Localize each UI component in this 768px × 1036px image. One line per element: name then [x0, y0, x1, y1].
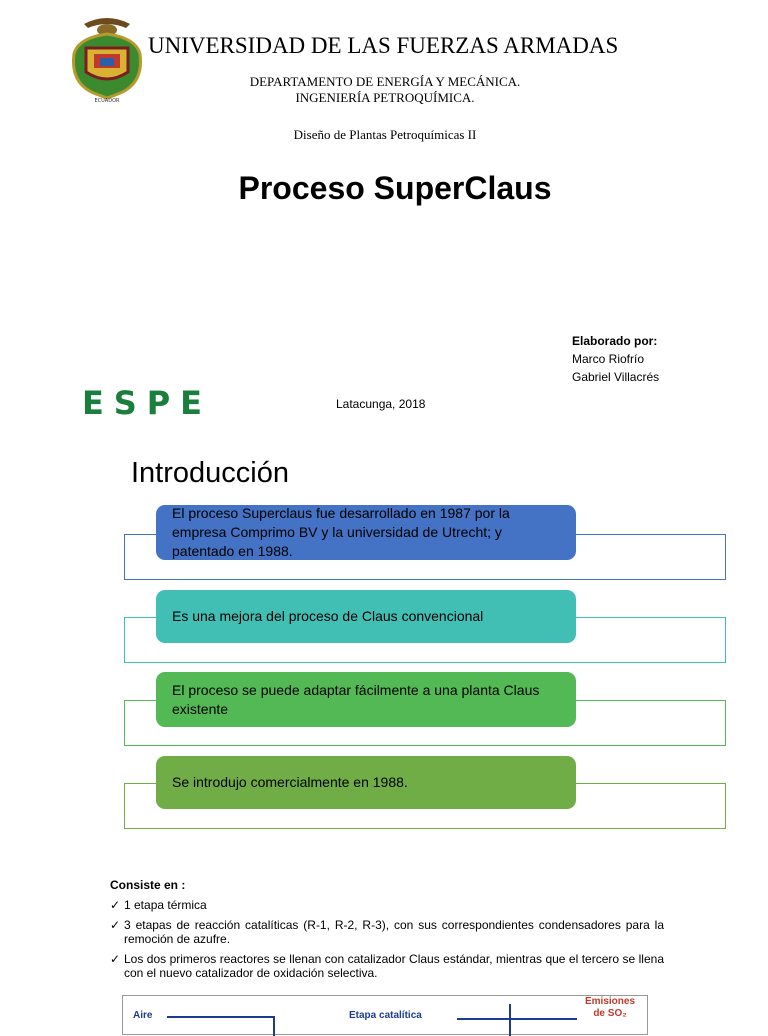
consists-label: Consiste en :	[110, 878, 186, 892]
intro-item-text: Se introdujo comercialmente en 1988.	[172, 774, 408, 790]
author-name: Gabriel Villacrés	[572, 370, 660, 384]
process-diagram	[122, 995, 648, 1035]
list-item-text: Los dos primeros reactores se llenan con catalizador Claus estándar, mientras que el tercero se llena con el nuevo catalizador de oxidación selectiva.	[124, 952, 664, 980]
list-item-text: 1 etapa térmica	[124, 898, 207, 912]
list-item	[110, 918, 664, 946]
list-item	[110, 952, 664, 980]
check-icon: ✓	[110, 898, 121, 912]
course-name: Diseño de Plantas Petroquímicas II	[293, 127, 477, 142]
flow-line	[167, 1016, 275, 1018]
check-icon: ✓	[110, 952, 121, 966]
intro-item	[156, 672, 576, 727]
intro-item	[156, 756, 576, 809]
place-date: Latacunga, 2018	[336, 397, 426, 411]
svg-text:ESPE: ESPE	[82, 386, 204, 418]
consists-list	[110, 898, 664, 986]
intro-item-text: El proceso se puede adaptar fácilmente a una planta Claus existente	[172, 681, 540, 717]
university-seal	[66, 14, 148, 106]
department-line: DEPARTAMENTO DE ENERGÍA Y MECÁNICA.	[249, 74, 521, 89]
university-name: UNIVERSIDAD DE LAS FUERZAS ARMADAS	[148, 33, 619, 58]
check-icon: ✓	[110, 918, 121, 932]
flow-line	[509, 1004, 511, 1036]
author-label: Elaborado por:	[572, 334, 658, 348]
stage-label: Etapa catalítica	[349, 1010, 422, 1021]
list-item	[110, 898, 664, 912]
author-name: Marco Riofrío	[572, 352, 645, 366]
emissions-label	[579, 996, 641, 1020]
page-title: Proceso SuperClaus	[238, 170, 552, 206]
intro-item	[156, 505, 576, 560]
program-line: INGENIERÍA PETROQUÍMICA.	[295, 90, 475, 105]
flow-line	[273, 1016, 275, 1036]
intro-heading: Introducción	[131, 457, 289, 489]
flow-line	[457, 1018, 577, 1020]
air-label: Aire	[133, 1010, 153, 1021]
intro-item-text: Es una mejora del proceso de Claus convencional	[172, 608, 484, 624]
list-item-text: 3 etapas de reacción catalíticas (R-1, R-2, R-3), con sus correspondientes condensadores para la remoción de azufre.	[124, 918, 664, 946]
intro-item-text: El proceso Superclaus fue desarrollado en 1987 por la empresa Comprimo BV y la universidad de Utrecht; y patentado en 1988.	[172, 505, 510, 559]
emissions-line: de SO₂	[593, 1008, 627, 1019]
emissions-line: Emisiones	[584, 996, 636, 1007]
author-block	[572, 332, 659, 386]
seal-caption: ECUADOR	[94, 98, 120, 104]
espe-logo	[82, 386, 206, 418]
department	[200, 74, 570, 106]
intro-item	[156, 590, 576, 643]
